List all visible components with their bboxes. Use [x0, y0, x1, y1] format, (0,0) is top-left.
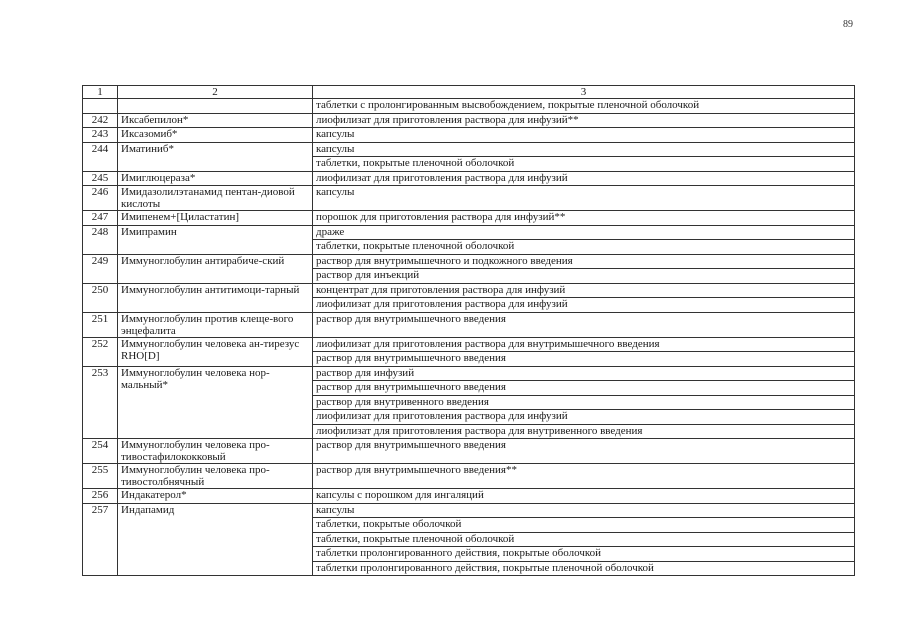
dosage-form: лиофилизат для приготовления раствора для инфузий	[313, 171, 855, 186]
entry-number: 257	[83, 503, 118, 576]
dosage-form: концентрат для приготовления раствора для инфузий	[313, 283, 855, 298]
table-row	[83, 254, 855, 269]
entry-number: 253	[83, 366, 118, 439]
table-row	[83, 113, 855, 128]
dosage-form: капсулы с порошком для ингаляций	[313, 489, 855, 504]
drug-name: Иммуноглобулин человека про-тивостафилококковый	[118, 439, 313, 464]
entry-number: 256	[83, 489, 118, 504]
table-row	[83, 99, 855, 114]
dosage-form: таблетки, покрытые пленочной оболочкой	[313, 532, 855, 547]
table-row	[83, 283, 855, 298]
drug-name: Иммуноглобулин против клеще-вого энцефалита	[118, 312, 313, 337]
entry-number: 249	[83, 254, 118, 283]
table-row	[83, 128, 855, 143]
dosage-form: порошок для приготовления раствора для инфузий**	[313, 211, 855, 226]
dosage-form: таблетки, покрытые пленочной оболочкой	[313, 240, 855, 255]
dosage-form: таблетки, покрытые оболочкой	[313, 518, 855, 533]
drug-name: Иматиниб*	[118, 142, 313, 171]
dosage-form: капсулы	[313, 142, 855, 157]
dosage-form: капсулы	[313, 128, 855, 143]
dosage-form: раствор для внутримышечного и подкожного введения	[313, 254, 855, 269]
table-row	[83, 503, 855, 518]
table-row	[83, 211, 855, 226]
drug-table	[82, 85, 855, 576]
column-header-name: 2	[118, 86, 313, 99]
dosage-form: раствор для инъекций	[313, 269, 855, 284]
drug-name: Иксазомиб*	[118, 128, 313, 143]
dosage-form: раствор для внутримышечного введения	[313, 352, 855, 367]
entry-number: 255	[83, 464, 118, 489]
entry-number: 243	[83, 128, 118, 143]
dosage-form: лиофилизат для приготовления раствора для внутривенного введения	[313, 424, 855, 439]
table-row	[83, 312, 855, 337]
entry-number: 245	[83, 171, 118, 186]
drug-name: Иммуноглобулин человека про-тивостолбнячный	[118, 464, 313, 489]
dosage-form: лиофилизат для приготовления раствора для инфузий**	[313, 113, 855, 128]
table-row	[83, 337, 855, 352]
entry-number: 251	[83, 312, 118, 337]
drug-name: Иммуноглобулин антирабиче-ский	[118, 254, 313, 283]
drug-name: Имипрамин	[118, 225, 313, 254]
drug-name: Иммуноглобулин антитимоци-тарный	[118, 283, 313, 312]
dosage-form: таблетки пролонгированного действия, покрытые оболочкой	[313, 547, 855, 562]
drug-name: Иксабепилон*	[118, 113, 313, 128]
table-row	[83, 489, 855, 504]
dosage-form: таблетки, покрытые пленочной оболочкой	[313, 157, 855, 172]
drug-name: Имидазолилэтанамид пентан-диовой кислоты	[118, 186, 313, 211]
drug-name	[118, 99, 313, 114]
entry-number	[83, 99, 118, 114]
entry-number: 244	[83, 142, 118, 171]
dosage-form: раствор для инфузий	[313, 366, 855, 381]
entry-number: 246	[83, 186, 118, 211]
dosage-form: капсулы	[313, 503, 855, 518]
drug-name: Имипенем+[Циластатин]	[118, 211, 313, 226]
column-header-form: 3	[313, 86, 855, 99]
drug-name: Индапамид	[118, 503, 313, 576]
dosage-form: таблетки пролонгированного действия, покрытые пленочной оболочкой	[313, 561, 855, 576]
entry-number: 248	[83, 225, 118, 254]
dosage-form: лиофилизат для приготовления раствора для инфузий	[313, 298, 855, 313]
drug-name: Иммуноглобулин человека нор-мальный*	[118, 366, 313, 439]
dosage-form: таблетки с пролонгированным высвобождением, покрытые пленочной оболочкой	[313, 99, 855, 114]
entry-number: 252	[83, 337, 118, 366]
dosage-form: раствор для внутримышечного введения	[313, 312, 855, 337]
table-row	[83, 464, 855, 489]
table-row	[83, 366, 855, 381]
entry-number: 242	[83, 113, 118, 128]
table-row	[83, 142, 855, 157]
dosage-form: раствор для внутримышечного введения	[313, 381, 855, 396]
table-row	[83, 439, 855, 464]
dosage-form: драже	[313, 225, 855, 240]
dosage-form: лиофилизат для приготовления раствора для внутримышечного введения	[313, 337, 855, 352]
page-number: 89	[843, 19, 853, 30]
entry-number: 247	[83, 211, 118, 226]
dosage-form: раствор для внутримышечного введения	[313, 439, 855, 464]
drug-name: Индакатерол*	[118, 489, 313, 504]
column-header-number: 1	[83, 86, 118, 99]
dosage-form: раствор для внутримышечного введения**	[313, 464, 855, 489]
table-row	[83, 171, 855, 186]
table-row	[83, 225, 855, 240]
table-row	[83, 186, 855, 211]
header-row	[83, 86, 855, 99]
drug-name: Имиглюцераза*	[118, 171, 313, 186]
entry-number: 254	[83, 439, 118, 464]
drug-name: Иммуноглобулин человека ан-тирезус RHO[D]	[118, 337, 313, 366]
table-body	[83, 99, 855, 576]
dosage-form: раствор для внутривенного введения	[313, 395, 855, 410]
dosage-form: капсулы	[313, 186, 855, 211]
entry-number: 250	[83, 283, 118, 312]
dosage-form: лиофилизат для приготовления раствора для инфузий	[313, 410, 855, 425]
